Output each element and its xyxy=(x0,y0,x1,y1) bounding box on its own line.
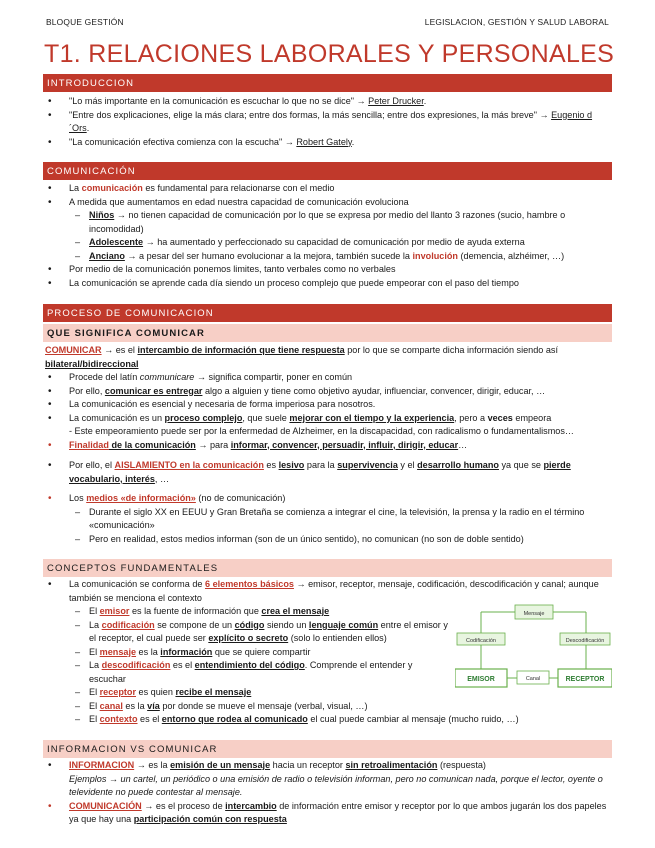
quote-item: • "Entre dos explicaciones, elige la más clara; entre dos formas, la más sencilla; entre dos expresiones, la más breve" → Eugenio d´Ors. xyxy=(43,109,612,136)
diagram-label-receptor: RECEPTOR xyxy=(565,676,605,683)
sub-item: – Anciano → a pesar del ser humano evolucionar a la mejora, también sucede la involución (demencia, alzhéimer, …) xyxy=(43,250,612,264)
list-item: • Los medios «de información» (no de comunicación) xyxy=(43,492,612,506)
communication-diagram xyxy=(455,601,612,690)
header-right: LEGISLACION, GESTIÓN Y SALUD LABORAL xyxy=(424,17,609,27)
diagram-label-mensaje: Mensaje xyxy=(523,611,545,617)
subsection-heading-infovs: INFORMACION VS COMUNICAR xyxy=(43,740,612,758)
section-heading-introduccion: INTRODUCCION xyxy=(43,74,612,92)
list-item: • Por ello, comunicar es entregar algo a alguien y tiene como objetivo ayudar, influenciar, convencer, dirigir, educar, … xyxy=(43,385,612,399)
sub-item: – Niños → no tienen capacidad de comunicación por lo que se expresa por medio del llanto 3 razones (sucio, hambre o incomodidad) xyxy=(43,209,612,236)
diagram-label-descodificacion: Descodificación xyxy=(565,638,605,644)
subsection-heading-que-significa: QUE SIGNIFICA COMUNICAR xyxy=(43,324,612,342)
list-item: • Procede del latín communicare → significa compartir, poner en común xyxy=(43,371,612,385)
sub-item: – Durante el siglo XX en EEUU y Gran Bretaña se comienza a integrar el cine, la televisión, la prensa y la radio en el término «comunicación» xyxy=(43,506,612,533)
list-item: • La comunicación se aprende cada día siendo un proceso complejo que puede empeorar con el paso del tiempo xyxy=(43,277,612,291)
element-item-contexto: – El contexto es el entorno que rodea al comunicado el cual puede cambiar al mensaje (mucho ruido, …) xyxy=(43,713,612,727)
section-heading-comunicacion: COMUNICACIÓN xyxy=(43,162,612,180)
list-item: • Finalidad de la comunicación → para informar, convencer, persuadir, influir, dirigir, educar… xyxy=(43,439,612,453)
running-header xyxy=(46,17,609,29)
diagram-label-codificacion: Codificación xyxy=(466,638,496,644)
quote-author: Robert Gately xyxy=(296,136,352,147)
list-item: • La comunicación es un proceso complejo, que suele mejorar con el tiempo y la experiencia, pero a veces empeora xyxy=(43,412,612,426)
subsection-heading-conceptos: CONCEPTOS FUNDAMENTALES xyxy=(43,559,612,577)
list-item: • COMUNICACIÓN → es el proceso de intercambio de información entre emisor y receptor por lo que ambos jugarán los dos papeles ya que hay una participación común con respuesta xyxy=(43,800,612,827)
quote-item: • "Lo más importante en la comunicación es escuchar lo que no se dice" → Peter Drucker. xyxy=(43,95,612,109)
sub-item: – Pero en realidad, estos medios informan (son de un único sentido), no comunican (no son de doble sentido) xyxy=(43,533,612,547)
header-left: BLOQUE GESTIÓN xyxy=(46,17,124,27)
list-item: • A medida que aumentamos en edad nuestra capacidad de comunicación evoluciona xyxy=(43,196,612,210)
list-item: • La comunicación es fundamental para relacionarse con el medio xyxy=(43,182,612,196)
list-item: • La comunicación se conforma de 6 elementos básicos → emisor, receptor, mensaje, codificación, descodificación y canal; aunque también se menciona el contexto xyxy=(43,578,612,605)
list-item: • INFORMACION → es la emisión de un mensaje hacia un receptor sin retroalimentación (respuesta) xyxy=(43,759,612,773)
element-item-codificacion: – La codificación se compone de un código siendo un lenguaje común entre el emisor y el receptor, el cual puede ser explícito o secreto (solo lo entienden ellos) xyxy=(43,619,448,646)
diagram-label-emisor: EMISOR xyxy=(467,676,495,683)
list-item: • La comunicación es esencial y necesaria de forma imperiosa para nosotros. xyxy=(43,398,612,412)
section-heading-proceso: PROCESO DE COMUNICACION xyxy=(43,304,612,322)
section-comunicacion xyxy=(43,182,612,290)
section-proceso xyxy=(43,344,612,546)
element-item-descodificacion: – La descodificación es el entendimiento del código. Comprende el entender y escuchar xyxy=(43,659,448,686)
section-introduccion xyxy=(43,95,612,149)
list-item: • Por ello, el AISLAMIENTO en la comunicación es lesivo para la supervivencia y el desarrollo humano ya que se pierde vocabulario, interés, … xyxy=(43,459,612,486)
page-title: T1. RELACIONES LABORALES Y PERSONALES xyxy=(44,40,615,68)
section-infovs xyxy=(43,759,612,827)
element-item-mensaje: – El mensaje es la información que se quiere compartir xyxy=(43,646,448,660)
diagram-label-canal: Canal xyxy=(525,676,541,682)
quote-item: • "La comunicación efectiva comienza con la escucha" → Robert Gately. xyxy=(43,136,612,150)
quote-author: Peter Drucker xyxy=(368,96,424,106)
sub-item: – Adolescente → ha aumentado y perfeccionado su capacidad de comunicación por medio de ayuda externa xyxy=(43,236,612,250)
example-text: Ejemplos → un cartel, un periódico o una emisión de radio o televisión informan, pero no comunican nada, porque el lector, oyente o televidente no puede contestar al mensaje. xyxy=(69,773,603,797)
element-item-canal: – El canal es la vía por donde se mueve el mensaje (verbal, visual, …) xyxy=(43,700,612,714)
element-item-receptor: – El receptor es quien recibe el mensaje xyxy=(43,686,448,700)
quote-author: Eugenio d´Ors xyxy=(69,109,593,133)
list-item: • Por medio de la comunicación ponemos limites, tanto verbales como no verbales xyxy=(43,263,612,277)
list-item-continuation: - Este empeoramiento puede ser por la enfermedad de Alzheimer, en la discapacidad, con radicalismo o fundamentalismos… xyxy=(69,426,574,436)
element-item-emisor: – El emisor es la fuente de información que crea el mensaje xyxy=(43,605,448,619)
definition-paragraph: COMUNICAR → es el intercambio de información que tiene respuesta por lo que se comparte dicha información siendo así bilateral/bidireccional xyxy=(45,345,558,369)
